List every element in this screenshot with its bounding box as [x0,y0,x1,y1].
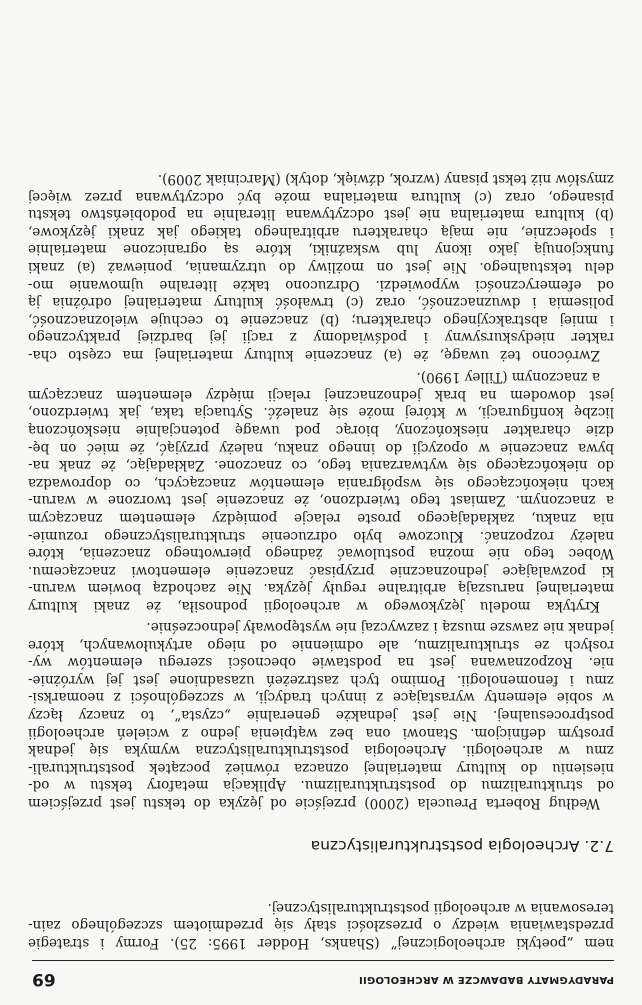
intro-paragraph [28,898,614,951]
text-line: Wobec tego nie można postulować żadnego pierwotnego znaczenia, które [28,545,614,562]
text-line: (b) kultura materialna nie jest odczytywana literalnie na podobieństwo tekstu [28,206,614,223]
text-line: nem „poetyki archeologicznej” (Shanks, Hodder 1995: 25). Formy i strategie [28,935,614,951]
text-line: kach niekończącego się współgrania elementów znaczących, co doprowadza [28,474,614,491]
text-line: zmu i fenomenologii. Pomimo tych zastrzeżeń uzasadnione jest jej wyróżnie- [28,671,614,688]
running-head [32,965,614,987]
running-title: PARADYGMATY BADAWCZE W ARCHEOLOGII [358,974,614,985]
text-line: Krytyka modelu językowego w archeologii podnosiła, że znaki kultury [28,598,600,614]
text-line: Zwrócono też uwagę, że (a) znaczenie kultury materialnej ma często cha- [28,347,600,363]
text-line: bywa znaczenie w opozycji do innego znaku, należy przyjąć, że mieć on bę- [28,439,614,456]
paragraph-2 [28,368,614,614]
text-line: nia znaku, zakładającego proste relacje pomiędzy elementem znaczącym [28,510,614,527]
text-line: niesieniu do kultury materialnej oznacza również początek poststrukturali- [28,759,614,776]
text-line: pisanego, oraz (c) kultura materialna może być odczytywana przez więcej [28,188,614,205]
section-heading: 7.2. Archeologia poststrukturalistyczna [310,837,614,855]
text-line: w sobie elementy wyrastające z innych tradycji, w szczególności z neomarksi- [28,689,614,706]
text-line: od efemeryczności wypowiedzi. Odrzucono także literalne ujmowanie mo- [28,276,614,293]
text-line: Według Roberta Preucela (2000) przejście od języka do tekstu jest przejściem [28,795,600,811]
text-line: postprocesualnej. Nie jest jednakże generalnie „czysta”, to znaczy łączy [28,707,614,724]
text-line: jednak nie zawsze muszą i zazwyczaj nie występowały jednocześnie. [146,619,614,636]
header-rule [32,960,614,961]
text-line: zmu w archeologii. Archeologia poststrukturalistyczna wymyka się jednak [28,742,614,759]
text-line: ki pozwalające jednoznacznie przypisać znaczenie elementowi znaczącemu. [28,562,614,579]
text-line: przedstawiania wiedzy o przeszłości stały się przedmiotem szczególnego zain- [28,917,614,934]
text-line: liczbę konfiguracji, w której może się znaleźć. Sytuacja taka, jak twierdzono, [28,404,614,421]
text-line: a znaczonym (Tilley 1990). [416,369,600,386]
text-line: delu tekstualnego. Nie jest on możliwy do utrzymania, ponieważ (a) znaki [28,259,614,276]
text-line: teresowania w archeologii poststrukturalistycznej. [267,899,614,916]
text-line: i mniej abstrakcyjnego charakteru; (b) znaczenie to cechuje wieloznaczność, [28,311,614,328]
page-number: 69 [32,969,56,989]
text-line: polisemia i dwuznaczność, oraz (c) trwałość kultury materialnej odróżnia ją [28,294,614,311]
text-line: rosłych ze strukturalizmu, ale odmiennie od niego artykułowanych, które [28,636,614,653]
text-line: od strukturalizmu do poststrukturalizmu. Aplikacja metafory tekstu w od- [28,777,614,794]
text-line: jest dowodem na brak jednoznacznej relacji między elementem znaczącym [28,386,614,403]
paragraph-3 [28,169,614,363]
text-line: dzie charakter nieskończony, biorąc pod uwagę potencjalnie nieskończoną [28,422,614,439]
text-line: zmysłów niż tekst pisany (wzrok, dźwięk, dotyk) (Marciniak 2009). [157,171,614,188]
text-line: a znaczonym. Zamiast tego twierdzono, że znaczenie jest tworzone w warun- [28,492,614,509]
text-line: materialnej naruszają arbitralne reguły języka. Nie zachodzą bowiem warun- [28,580,614,597]
text-line: nie. Rozpoznawana jest na podstawie obecności szeregu elementów wy- [28,654,614,671]
text-line: i społecznie, nie mają charakteru arbitralnego takiego jak znaki językowe, [28,223,614,240]
text-line: rakter niedyskursywny i podświadomy z racji jej bardziej praktycznego [28,329,614,346]
text-line: prostym definicjom. Stanowi ona bez wątpienia jedno z wcieleń archeologii [28,724,614,741]
text-line: funkcjonują jako ikony lub wskaźniki, które są ograniczone materialnie [28,241,614,258]
text-line: do niekończącego się wytwarzania tego, co znaczone. Zakładając, że znak na- [28,457,614,474]
text-line: należy rozpoznać. Kluczowe było odrzucenie strukturalistycznego rozumie- [28,527,614,544]
paragraph-1 [28,617,614,811]
